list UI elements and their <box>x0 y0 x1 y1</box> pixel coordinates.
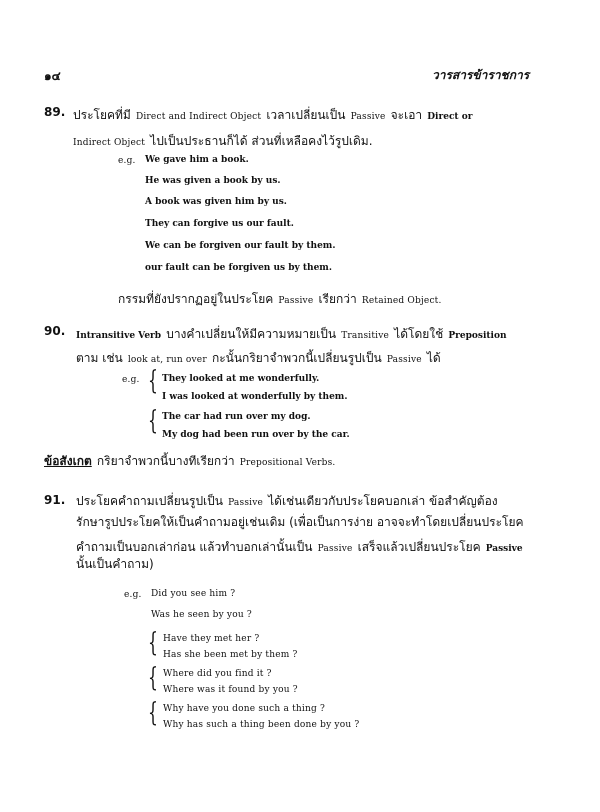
s89-example: our fault can be forgiven us by them. <box>145 263 332 273</box>
s89-text: ไปเป็นประธานก็ได้ ส่วนที่เหลือคงไว้รูปเดิม. <box>150 134 373 148</box>
section-91-line-2: รักษารูปประโยคให้เป็นคำถามอยู่เช่นเดิม (เพื่อเป็นการง่าย อาจจะทำโดยเปลี่ยนประโยค <box>76 515 524 529</box>
s91-text: คำถามเป็นบอกเล่าก่อน แล้วทำบอกเล่านั้นเป็น <box>76 540 313 554</box>
section-90-number: 90. <box>44 324 66 338</box>
page-number: ๑๔ <box>44 69 61 83</box>
s91-term: Passive <box>317 544 353 554</box>
s91-text: เสร็จแล้วเปลี่ยนประโยค <box>357 540 481 554</box>
s91-example: Why have you done such a thing ? <box>163 704 326 714</box>
section-91-number: 91. <box>44 493 66 507</box>
s91-example: Did you see him ? <box>151 589 236 599</box>
s89-eg-label: e.g. <box>118 156 136 166</box>
s89-text: ประโยคที่มี <box>73 108 131 122</box>
s89-text: กรรมที่ยังปรากฏอยู่ในประโยค <box>118 292 274 306</box>
s91-example: Where did you find it ? <box>163 669 272 679</box>
s90-text: กะนั้นกริยาจำพวกนี้เปลี่ยนรูปเป็น <box>211 351 382 365</box>
s90-term: Passive <box>386 355 422 365</box>
section-89-line-1 <box>73 106 472 122</box>
s90-text: กริยาจำพวกนี้บางทีเรียกว่า <box>96 454 235 468</box>
brace-icon: { <box>148 406 158 436</box>
s90-text: ได้ <box>426 351 441 365</box>
s89-example: We can be forgiven our fault by them. <box>145 241 336 251</box>
s89-example: They can forgive us our fault. <box>145 219 294 229</box>
s89-term: Passive <box>278 296 314 306</box>
s91-text: ได้เช่นเดียวกับประโยคบอกเล่า ข้อสำคัญต้อง <box>268 494 498 508</box>
s91-term: Passive <box>228 498 264 508</box>
section-91-line-1 <box>76 492 498 508</box>
s90-term: Transitive <box>341 331 390 341</box>
s90-text: ได้โดยใช้ <box>394 327 444 341</box>
s89-example: He was given a book by us. <box>145 176 281 186</box>
s91-eg-label: e.g. <box>124 590 142 600</box>
s90-term: look at, run over <box>127 355 207 365</box>
s89-term: Passive <box>350 112 386 122</box>
s91-example: Was he seen by you ? <box>151 610 252 620</box>
s89-text: จะเอา <box>390 108 423 122</box>
s91-example: Where was it found by you ? <box>163 685 298 695</box>
s91-text: ประโยคคำถามเปลี่ยนรูปเป็น <box>76 494 223 508</box>
section-91-line-3 <box>76 538 523 554</box>
section-91-line-4: นั้นเป็นคำถาม) <box>76 557 154 571</box>
note-label: ข้อสังเกต <box>44 454 92 468</box>
s91-example: Have they met her ? <box>163 634 260 644</box>
s89-example: A book was given him by us. <box>145 197 287 207</box>
s91-example: Why has such a thing been done by you ? <box>163 720 360 730</box>
s89-term: Direct and Indirect Object <box>135 112 262 122</box>
brace-icon: { <box>148 628 158 658</box>
s90-example: I was looked at wonderfully by them. <box>162 392 348 402</box>
s91-term: Passive <box>485 544 523 554</box>
s90-example: My dog had been run over by the car. <box>162 430 350 440</box>
s89-example: We gave him a book. <box>145 155 249 165</box>
section-90-line-2 <box>76 349 441 365</box>
s90-term: Prepositional Verbs. <box>239 458 336 468</box>
s91-example: Has she been met by them ? <box>163 650 298 660</box>
s90-text: ตาม เช่น <box>76 351 123 365</box>
s89-term: Retained Object. <box>361 296 442 306</box>
s90-eg-label: e.g. <box>122 375 140 385</box>
s90-term: Preposition <box>448 331 507 341</box>
section-89-number: 89. <box>44 105 66 119</box>
section-90-line-1 <box>76 325 507 341</box>
s89-term: Direct or <box>427 112 473 122</box>
s90-example: The car had run over my dog. <box>162 412 311 422</box>
running-title: วารสารข้าราชการ <box>432 68 530 82</box>
s90-text: บางคำเปลี่ยนให้มีความหมายเป็น <box>166 327 337 341</box>
s89-text: เรียกว่า <box>318 292 357 306</box>
brace-icon: { <box>148 663 158 693</box>
brace-icon: { <box>148 366 158 396</box>
brace-icon: { <box>148 698 158 728</box>
s89-text: เวลาเปลี่ยนเป็น <box>266 108 346 122</box>
s90-example: They looked at me wonderfully. <box>162 374 320 384</box>
s89-term: Indirect Object <box>73 138 146 148</box>
s89-retained-line <box>118 290 442 306</box>
s90-note-line <box>44 452 335 468</box>
section-89-line-2 <box>73 132 373 148</box>
s90-term: Intransitive Verb <box>76 331 162 341</box>
